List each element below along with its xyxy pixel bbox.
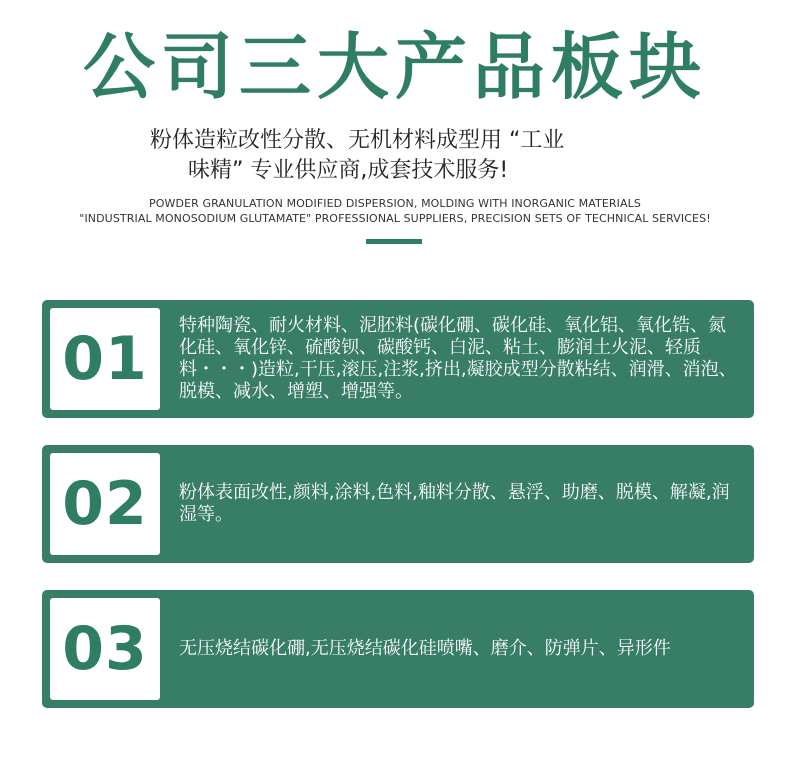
subtitle-line-1: 粉体造粒改性分散、无机材料成型用 “工业 — [150, 128, 565, 153]
product-card-03 — [42, 590, 754, 708]
page-title: 公司三大产品板块 — [82, 25, 707, 109]
product-description — [179, 300, 741, 418]
product-description-text: 无压烧结碳化硼,无压烧结碳化硅喷嘴、磨介、防弹片、异形件 — [179, 638, 671, 659]
subtitle — [150, 126, 640, 186]
product-description-text: 粉体表面改性,颜料,涂料,色料,釉料分散、悬浮、助磨、脱模、解凝,润湿等。 — [179, 482, 730, 525]
product-number-badge: 01 — [50, 308, 160, 410]
product-description-text: 特种陶瓷、耐火材料、泥胚料(碳化硼、碳化硅、氧化铝、氧化锆、氮化硅、氧化锌、硫酸钡、碳酸钙、白泥、粘土、膨润土火泥、轻质料・・・)造粒,干压,滚压,注浆,挤出,凝胶成型分散粘结、润滑、消泡、脱模、减水、增塑、增强等。 — [179, 315, 737, 402]
product-description — [179, 445, 741, 563]
subtitle-line-2: 味精” 专业供应商,成套技术服务! — [188, 158, 509, 183]
english-subtitle-line-2: "INDUSTRIAL MONOSODIUM GLUTAMATE" PROFESSIONAL SUPPLIERS, PRECISION SETS OF TECHNICAL SERVICES! — [79, 212, 711, 225]
product-card-01 — [42, 300, 754, 418]
product-number-badge: 03 — [50, 598, 160, 700]
product-number-badge: 02 — [50, 453, 160, 555]
product-card-02 — [42, 445, 754, 563]
english-subtitle-line-1: POWDER GRANULATION MODIFIED DISPERSION, MOLDING WITH INORGANIC MATERIALS — [149, 197, 641, 210]
title-divider — [366, 239, 422, 244]
product-description — [179, 590, 741, 708]
